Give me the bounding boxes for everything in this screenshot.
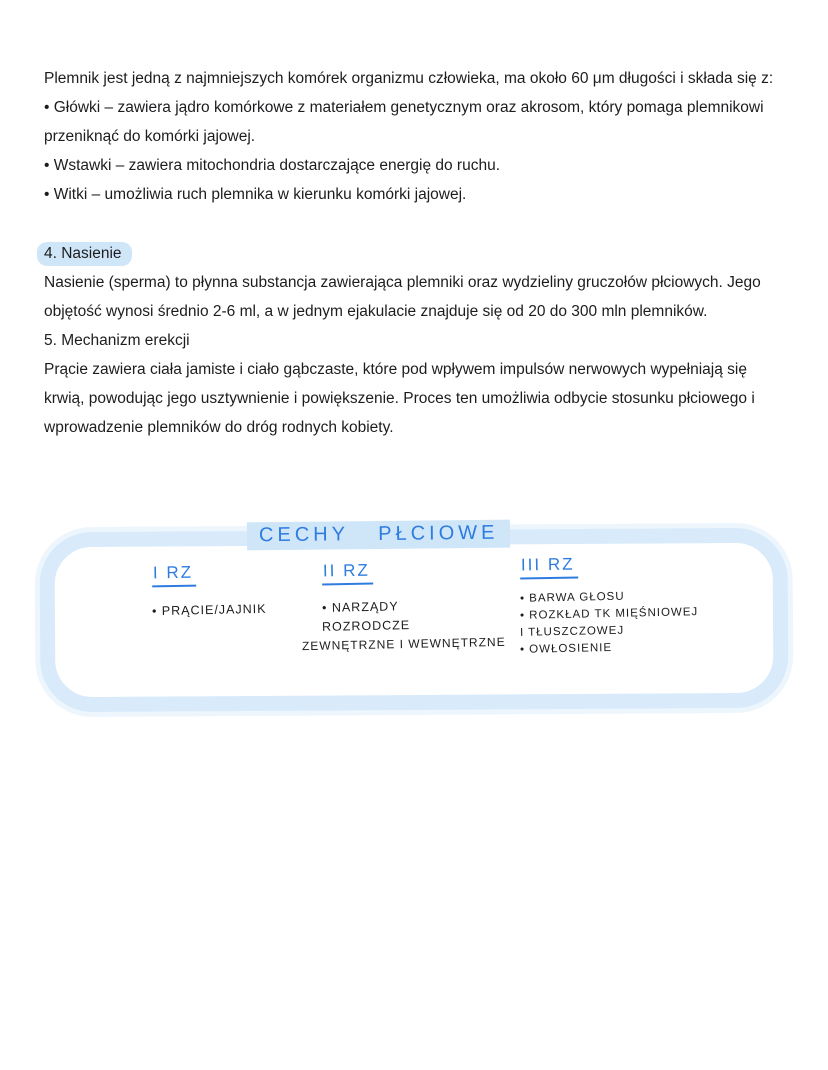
note-line: • ROZKŁAD TK MIĘŚNIOWEJ bbox=[519, 606, 699, 622]
note-column-primary-heading: I RZ bbox=[152, 563, 197, 588]
note-line: • OWŁOSIENIE bbox=[519, 641, 613, 656]
highlighted-heading: 4. Nasienie bbox=[37, 242, 132, 266]
note-line: ZEWNĘTRZNE I WEWNĘTRZNE bbox=[301, 634, 506, 654]
section-heading-4 bbox=[44, 239, 789, 268]
blank-line bbox=[44, 209, 789, 239]
note-column-primary bbox=[152, 563, 267, 620]
note-column-tertiary bbox=[520, 555, 698, 657]
note-line: • BARWA GŁOSU bbox=[519, 590, 625, 605]
bullet-witki: • Witki – umożliwia ruch plemnika w kierunku komórki jajowej. bbox=[44, 186, 467, 203]
body-text bbox=[44, 64, 789, 442]
note-line: ROZRODCZE bbox=[321, 618, 411, 634]
section-heading-5: 5. Mechanizm erekcji bbox=[44, 332, 190, 349]
bullet-glowki: • Główki – zawiera jądro komórkowe z materiałem genetycznym oraz akrosom, który pomaga plemnikowi przeniknąć do komórki jajowej. bbox=[44, 99, 764, 145]
note-line: • NARZĄDY bbox=[321, 599, 399, 615]
paragraph-erekcja: Prącie zawiera ciała jamiste i ciało gąbczaste, które pod wpływem impulsów nerwowych wypełniają się krwią, powodując jego usztywnienie i powiększenie. Proces ten umożliwia odbycie stosunku płciowego i wprowadzenie plemników do dróg rodnych kobiety. bbox=[44, 361, 755, 436]
note-column-secondary bbox=[301, 560, 506, 654]
note-column-tertiary-heading: III RZ bbox=[520, 554, 578, 579]
note-line: I TŁUSZCZOWEJ bbox=[519, 624, 625, 639]
paragraph-intro: Plemnik jest jedną z najmniejszych komórek organizmu człowieka, ma około 60 μm długości i składa się z: bbox=[44, 70, 774, 87]
note-column-secondary-heading: II RZ bbox=[322, 561, 373, 586]
paragraph-nasienie: Nasienie (sperma) to płynna substancja zawierająca plemniki oraz wydzieliny gruczołów płciowych. Jego objętość wynosi średnio 2-6 ml, a w jednym ejakulacie znajduje się od 20 do 300 mln plemników. bbox=[44, 274, 761, 320]
note-title: CECHY PŁCIOWE bbox=[247, 520, 511, 551]
note-line: • PRĄCIE/JAJNIK bbox=[151, 601, 267, 619]
bullet-wstawki: • Wstawki – zawiera mitochondria dostarczające energię do ruchu. bbox=[44, 157, 501, 174]
